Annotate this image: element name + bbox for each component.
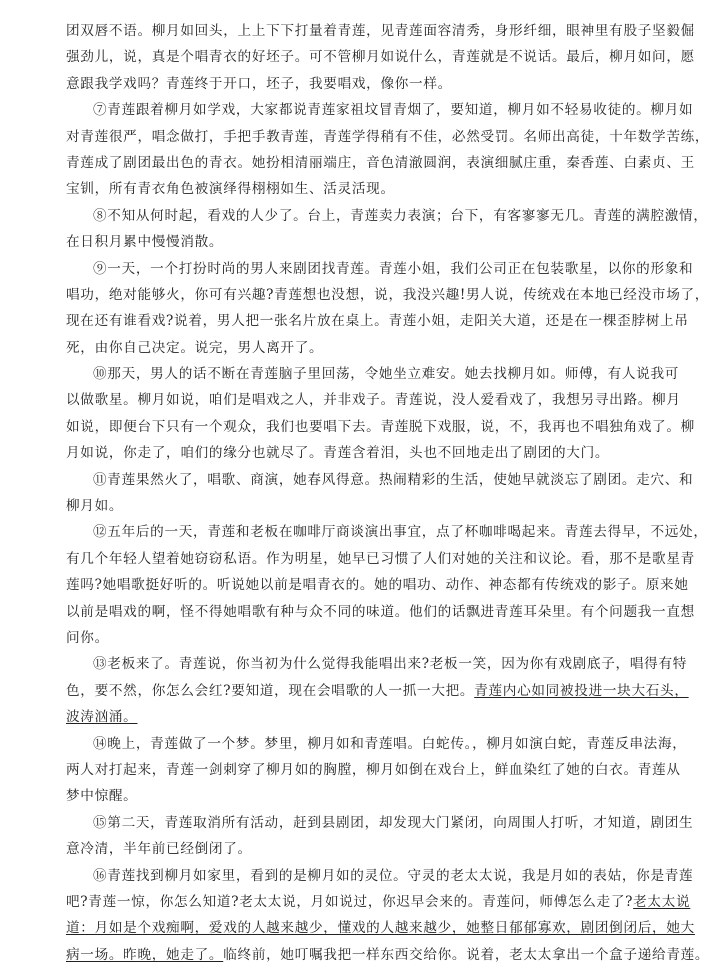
text-segment: 现在还有谁看戏?说着，男人把一张名片放在桌上。青莲小姐，走阳关大道，还是在一棵歪脖树上吊: [66, 313, 689, 330]
text-segment: 唱功，绝对能够火，你可有兴趣?青莲想也没想，说，我没兴趣!男人说，传统戏在本地已经没市场了，: [66, 286, 709, 303]
text-line: [66, 256, 694, 282]
underlined-text: 青莲内心如同被投进一块大石头，: [474, 682, 689, 699]
text-segment: 莲吗?她唱歌挺好听的。听说她以前是唱青衣的。她的唱功、动作、神态都有传统戏的影子。原来她: [66, 577, 689, 594]
text-segment: 在日积月累中慢慢消散。: [66, 234, 224, 251]
text-line: [66, 863, 694, 889]
underlined-text: 道：月如是个戏痴啊，爱戏的人越来越少，懂戏的人越来越少，她整日郁郁寡欢，剧团倒闭后，她大: [66, 920, 695, 937]
text-segment: 强劲儿，说，真是个唱青衣的好坯子。可不管柳月如说什么，青莲就是不说话。最后，柳月如问，愿: [66, 49, 695, 66]
text-segment: ⑪青莲果然火了，唱歌、商演，她春风得意。热闹精彩的生活，使她早就淡忘了剧团。走穴、和: [93, 471, 694, 488]
text-segment: 对青莲很严，唱念做打，手把手教青莲，青莲学得稍有不佳，必然受罚。名师出高徒，十年数学苦练，: [66, 128, 709, 145]
text-line: [66, 203, 708, 229]
text-segment: 吧?青莲一惊，你怎么知道?老太太说，月如说过，你迟早会来的。青莲问，师傅怎么走了?: [66, 893, 634, 910]
text-line: [66, 678, 689, 704]
text-segment: 有几个年轻人望着她窃窃私语。作为明星，她早已习惯了人们对她的关注和议论。看，那不是歌星青: [66, 550, 695, 567]
text-line: [66, 889, 691, 915]
text-segment: 宝钏，所有青衣角色被演绎得栩栩如生、活灵活现。: [66, 181, 395, 198]
text-segment: ⑫五年后的一天，青莲和老板在咖啡厅商谈演出事宜，点了杯咖啡喝起来。青莲去得早，不远处，: [93, 524, 708, 541]
text-segment: 色，要不然，你怎么会红?要知道，现在会唱歌的人一抓一大把。: [66, 682, 475, 699]
text-segment: 死，由你自己决定。说完，男人离开了。: [66, 339, 324, 356]
text-segment: ⑬老板来了。青莲说，你当初为什么觉得我能唱出来?老板一笑，因为你有戏剧底子，唱得有特: [93, 656, 688, 673]
text-line: [66, 731, 687, 757]
text-line: [66, 124, 709, 150]
text-line: [66, 467, 694, 493]
text-segment: 如说，即便台下只有一个观众，我们也要唱下去。青莲脱下戏服，说，不，我再也不唱独角戏了。柳: [66, 418, 695, 435]
text-line: [66, 915, 695, 941]
text-segment: ⑨一天，一个打扮时尚的男人来剧团找青莲。青莲小姐，我们公司正在包装歌星，以你的形象和: [93, 260, 694, 277]
text-segment: 青莲成了剧团最出色的青衣。她扮相清丽端庄，音色清澈圆润，表演细腻庄重，秦香莲、白素贞、王: [66, 154, 695, 171]
text-segment: 意跟我学戏吗？青莲终于开口，坯子，我要唱戏，像你一样。: [66, 75, 452, 92]
text-segment: 以做歌星。柳月如说，咱们是唱戏之人，并非戏子。青莲说，没人爱看戏了，我想另寻出路。柳月: [66, 392, 681, 409]
text-line: [66, 282, 709, 308]
text-line: [66, 757, 681, 783]
text-line: [66, 546, 695, 572]
text-segment: ⑧不知从何时起，看戏的人少了。台上，青莲卖力表演；台下，有客寥寥无几。青莲的满腔激情，: [93, 207, 708, 224]
underlined-text: 老太太说: [633, 893, 691, 910]
text-line: [66, 572, 689, 598]
text-segment: 梦中惊醒。: [66, 788, 138, 805]
text-segment: 问你。: [66, 629, 109, 646]
text-segment: 临终前，她叮嘱我把一样东西交给你。说着，老太太拿出一个盒子递给青莲。: [223, 946, 709, 963]
text-line: [66, 387, 681, 413]
text-line: [66, 308, 689, 334]
text-segment: 团双唇不语。柳月如回头，上上下下打量着青莲，见青莲面容清秀，身形纤细，眼神里有股子坚毅倔: [66, 23, 695, 39]
text-line: [66, 942, 709, 968]
text-line: [66, 150, 695, 176]
text-line: [66, 440, 618, 466]
text-line: [66, 651, 688, 677]
text-line: [66, 810, 694, 836]
text-segment: 月如说，你走了，咱们的缘分也就尽了。青莲含着泪，头也不回地走出了剧团的大门。: [66, 445, 610, 462]
text-segment: 意冷清，半年前已经倒闭了。: [66, 841, 252, 858]
text-line: [66, 783, 618, 809]
text-line: [66, 519, 708, 545]
underlined-text: 波涛汹涌。: [66, 709, 138, 726]
text-segment: 两人对打起来，青莲一剑刺穿了柳月如的胸膛，柳月如倒在戏台上，鲜血染红了她的白衣。青莲从: [66, 761, 681, 778]
text-line: [66, 71, 618, 97]
text-line: [66, 335, 618, 361]
text-segment: ⑦青莲跟着柳月如学戏，大家都说青莲家祖坟冒青烟了，要知道，柳月如不轻易收徒的。柳月如: [93, 102, 694, 119]
text-segment: ⑩那天，男人的话不断在青莲脑子里回荡，令她坐立难安。她去找柳月如。师傅，有人说我可: [93, 366, 680, 383]
text-line: [66, 704, 618, 730]
text-line: [66, 229, 618, 255]
text-segment: 柳月如。: [66, 498, 124, 515]
text-line: [66, 18, 695, 44]
text-line: [66, 493, 618, 519]
text-segment: ⑭晚上，青莲做了一个梦。梦里，柳月如和青莲唱。白蛇传。，柳月如演白蛇，青莲反串法海，: [93, 735, 687, 752]
text-line: [66, 97, 694, 123]
text-segment: 以前是唱戏的啊，怪不得她唱歌有种与众不同的味道。他们的话飘进青莲耳朵里。有个问题我一直想: [66, 603, 695, 620]
text-segment: ⑯青莲找到柳月如家里，看到的是柳月如的灵位。守灵的老太太说，我是月如的表姑，你是青莲: [93, 867, 694, 884]
text-line: [66, 414, 695, 440]
text-segment: ⑮第二天，青莲取消所有活动，赶到县剧团，却发现大门紧闭，向周围人打听，才知道，剧团生: [93, 814, 694, 831]
text-line: [66, 625, 618, 651]
text-line: [66, 44, 695, 70]
text-line: [66, 361, 680, 387]
text-line: [66, 836, 618, 862]
text-line: [66, 176, 618, 202]
underlined-text: 病一场。昨晚，她走了。: [66, 946, 224, 963]
text-line: [66, 599, 695, 625]
